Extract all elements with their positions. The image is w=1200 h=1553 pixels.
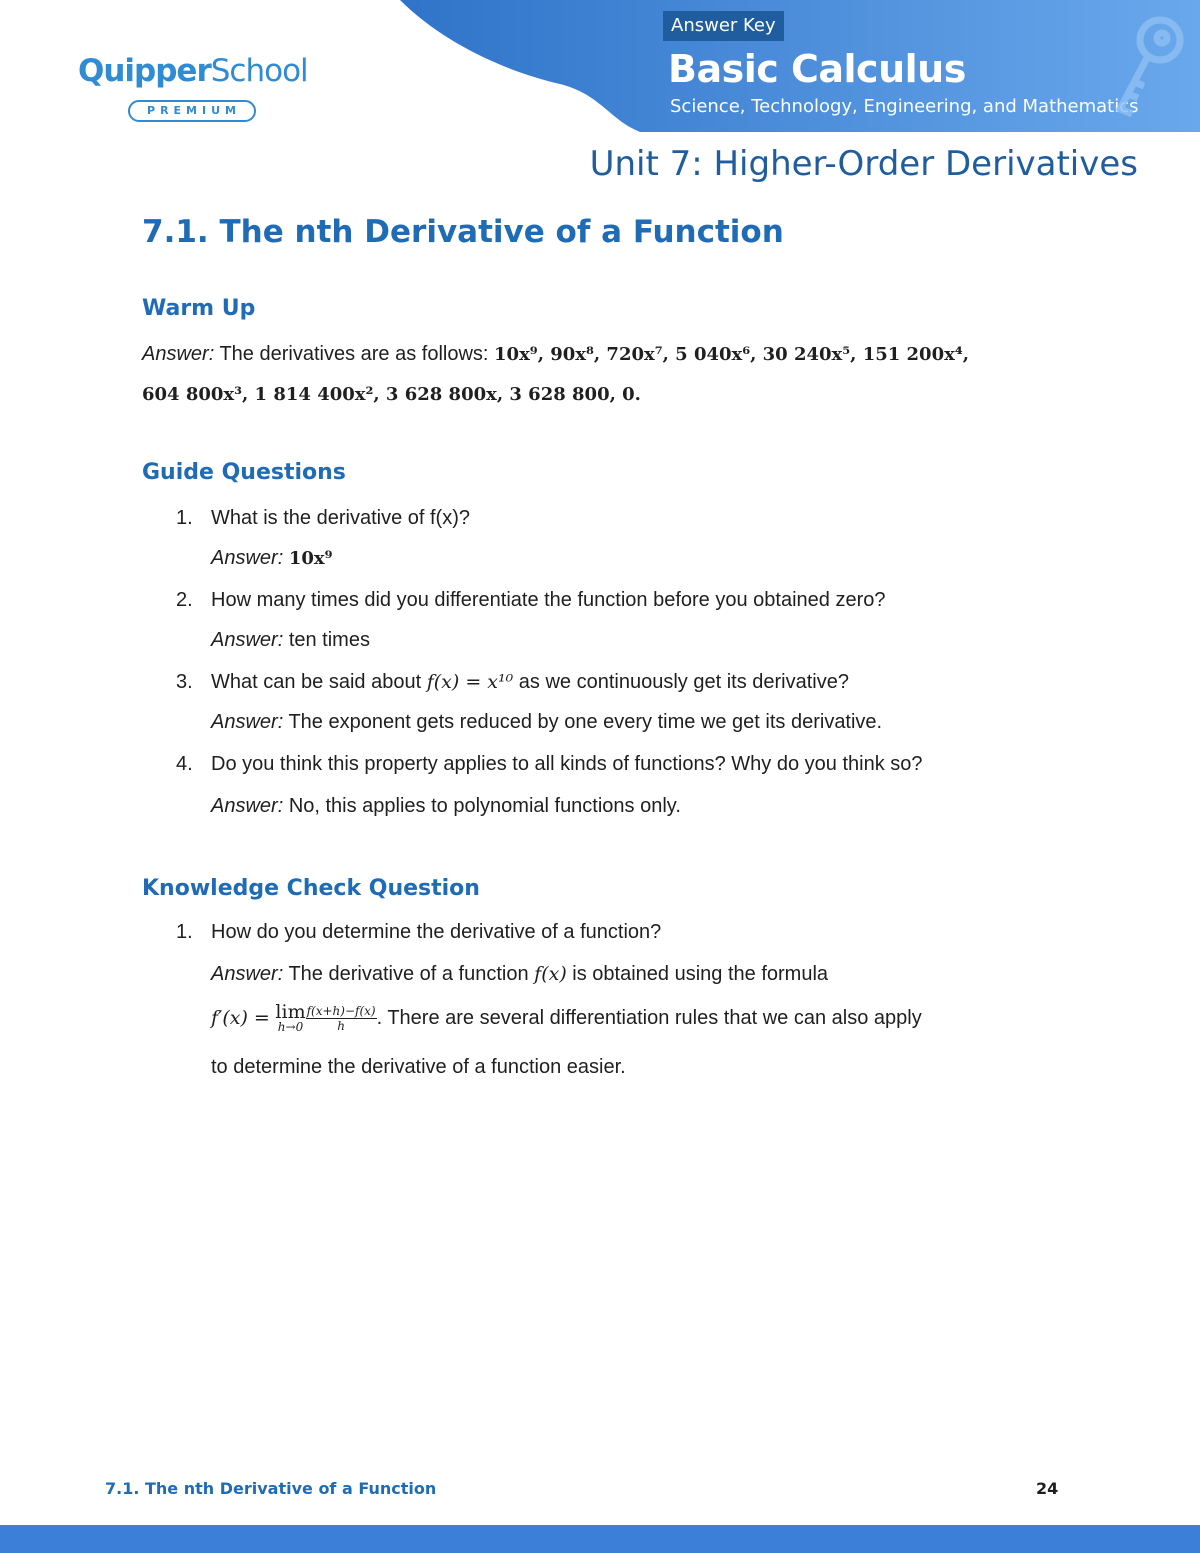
- footer-section-title: 7.1. The nth Derivative of a Function: [105, 1479, 437, 1498]
- derivative-formula: f′(x) = lim h→0 $\frac{f(x+h)-f(x)}{h}$ . There are several differentiation rules that we can also apply: [211, 1000, 922, 1034]
- list-number: 2.: [176, 589, 193, 611]
- course-subtitle: Science, Technology, Engineering, and Mathematics: [670, 96, 1139, 117]
- knowledge-answer-end: to determine the derivative of a function easier.: [211, 1056, 626, 1078]
- knowledge-answer: Answer: The derivative of a function f(x) is obtained using the formula: [211, 963, 829, 985]
- quipper-school-logo: QuipperSchool PREMIUM: [78, 56, 308, 87]
- list-number: 1.: [176, 507, 193, 529]
- premium-badge: PREMIUM: [128, 100, 256, 122]
- guide-question: What can be said about f(x) = x¹⁰ as we continuously get its derivative?: [211, 671, 849, 693]
- list-number: 1.: [176, 921, 193, 943]
- warm-up-answer-cont: 604 800x³, 1 814 400x², 3 628 800x, 3 628 800, 0.: [142, 384, 641, 405]
- answer-key-badge: Answer Key: [663, 11, 784, 41]
- warm-up-heading: Warm Up: [142, 296, 256, 321]
- limit-operator: lim h→0: [275, 1000, 306, 1034]
- list-number: 3.: [176, 671, 193, 693]
- guide-answer: Answer: No, this applies to polynomial functions only.: [211, 795, 681, 817]
- guide-answer: Answer: 10x⁹: [211, 547, 333, 569]
- section-title: 7.1. The nth Derivative of a Function: [142, 214, 784, 250]
- page-number: 24: [1036, 1479, 1059, 1498]
- guide-answer: Answer: The exponent gets reduced by one every time we get its derivative.: [211, 711, 883, 733]
- unit-title: Unit 7: Higher-Order Derivatives: [589, 144, 1138, 184]
- guide-question: Do you think this property applies to all kinds of functions? Why do you think so?: [211, 753, 923, 775]
- difference-quotient: $\frac{f(x+h)-f(x)}{h}$: [306, 1004, 376, 1034]
- warm-up-answer: Answer: The derivatives are as follows: 10x⁹, 90x⁸, 720x⁷, 5 040x⁶, 30 240x⁵, 151 200x⁴,: [142, 343, 969, 365]
- guide-question: How many times did you differentiate the function before you obtained zero?: [211, 589, 886, 611]
- list-number: 4.: [176, 753, 193, 775]
- course-title: Basic Calculus: [668, 47, 966, 91]
- key-icon: [1108, 14, 1200, 126]
- knowledge-question: How do you determine the derivative of a function?: [211, 921, 662, 943]
- guide-questions-heading: Guide Questions: [142, 460, 346, 485]
- guide-question: What is the derivative of f(x)?: [211, 507, 470, 529]
- knowledge-check-heading: Knowledge Check Question: [142, 876, 480, 901]
- footer-bar: [0, 1525, 1200, 1553]
- guide-answer: Answer: ten times: [211, 629, 370, 651]
